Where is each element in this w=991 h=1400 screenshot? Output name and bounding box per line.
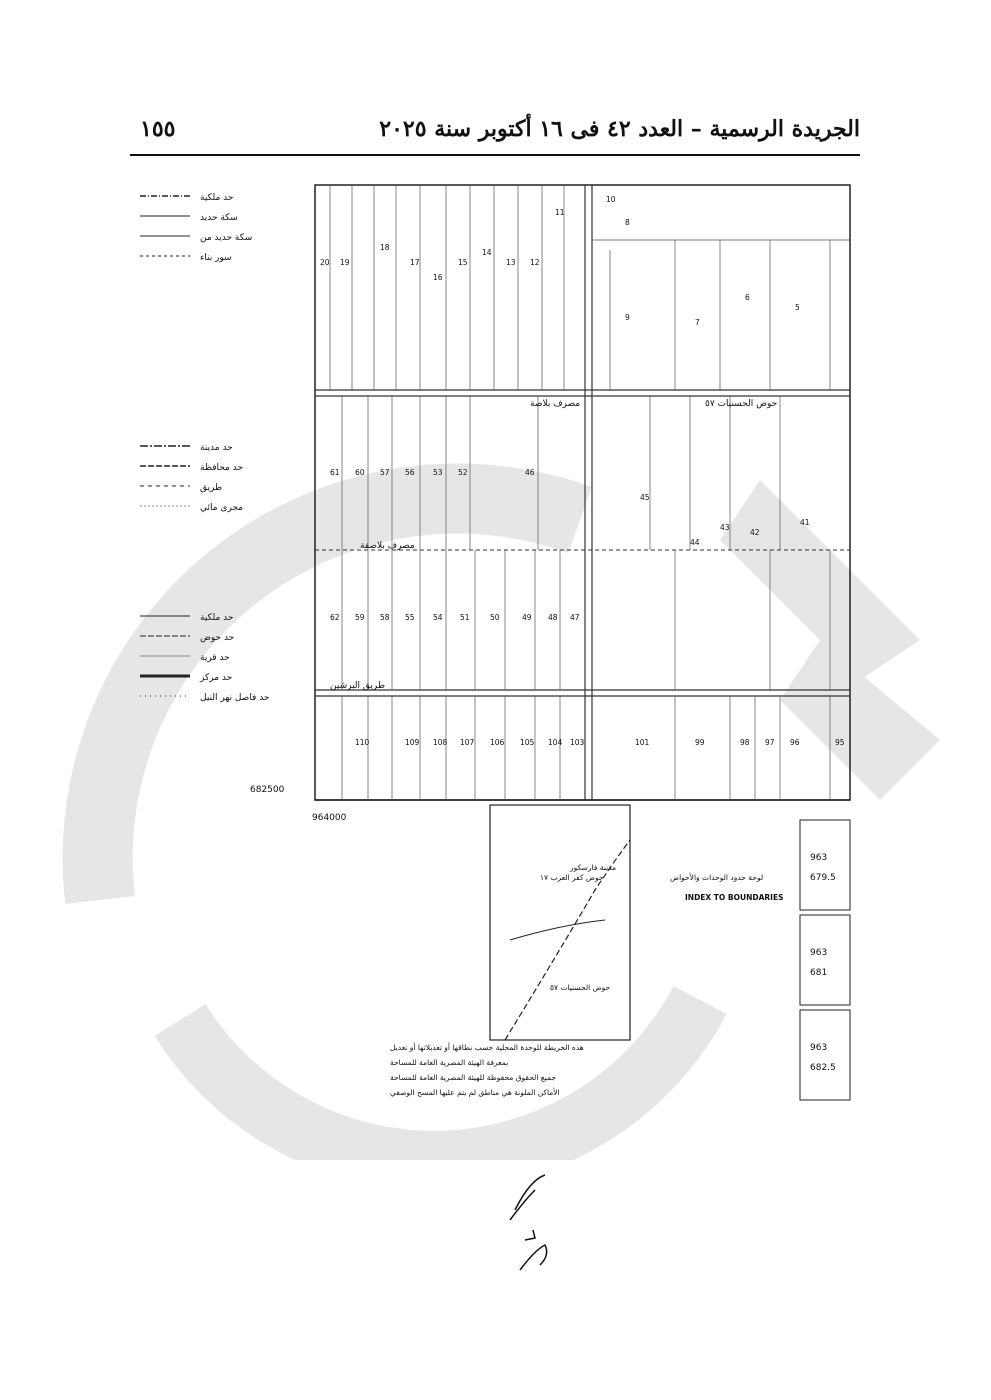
parcel-number: 95 — [835, 738, 845, 747]
legend-item: حد فاصل نهر النيل — [200, 693, 270, 703]
parcel-number: 18 — [380, 243, 390, 252]
parcel-number: 43 — [720, 523, 730, 532]
parcel-number: 60 — [355, 468, 365, 477]
parcel-number: 10 — [606, 195, 616, 204]
handwritten-signature — [505, 1170, 565, 1280]
parcel-number: 47 — [570, 613, 580, 622]
sheet-ref-top: 963 — [810, 1043, 828, 1053]
header-divider — [130, 154, 860, 156]
parcel-number: 17 — [410, 258, 420, 267]
legend-item: طريق — [200, 483, 223, 493]
parcel-number: 5 — [795, 303, 800, 312]
parcel-number: 44 — [690, 538, 700, 547]
parcel-number: 42 — [750, 528, 760, 537]
parcel-number: 52 — [458, 468, 468, 477]
sheet-ref-top: 963 — [810, 853, 828, 863]
road-label: طريق البرشين — [330, 681, 386, 691]
parcel-number: 9 — [625, 313, 630, 322]
parcel-number: 13 — [506, 258, 516, 267]
parcel-number: 53 — [433, 468, 443, 477]
index-title-ar: لوحة حدود الوحدات والأحواض — [670, 873, 764, 882]
parcel-number: 101 — [635, 738, 650, 747]
road-label: حوض الحسنيات ٥٧ — [705, 399, 778, 409]
parcel-number: 61 — [330, 468, 340, 477]
parcel-number: 57 — [380, 468, 390, 477]
coordinate-label: 682500 — [250, 785, 285, 795]
index-note: جميع الحقوق محفوظة للهيئة المصرية العامة للمساحة — [390, 1073, 557, 1082]
parcel-number: 103 — [570, 738, 585, 747]
index-box — [490, 805, 630, 1040]
parcel-number: 14 — [482, 248, 492, 257]
cadastral-map — [130, 180, 860, 1240]
parcel-number: 96 — [790, 738, 800, 747]
parcel-number: 16 — [433, 273, 443, 282]
sheet-ref-bottom: 682.5 — [810, 1063, 836, 1073]
parcel-number: 56 — [405, 468, 415, 477]
legend-item: حد مركز — [200, 673, 233, 683]
parcel-number: 110 — [355, 738, 370, 747]
index-label: حوض الحسنيات ٥٧ — [550, 983, 611, 992]
index-note: الأماكن الملونة هي مناطق لم يتم عليها المسح الوصفي — [390, 1088, 560, 1097]
parcel-number: 104 — [548, 738, 563, 747]
parcel-number: 59 — [355, 613, 365, 622]
legend-item: حد مدينة — [200, 443, 233, 453]
page-header — [130, 112, 860, 156]
legend-item: سكة حديد من — [200, 233, 253, 243]
parcel-number: 54 — [433, 613, 443, 622]
parcel-number: 8 — [625, 218, 630, 227]
parcel-number: 106 — [490, 738, 505, 747]
legend-item: سكة حديد — [200, 213, 238, 223]
parcel-number: 6 — [745, 293, 750, 302]
parcel-number: 98 — [740, 738, 750, 747]
parcel-number: 45 — [640, 493, 650, 502]
parcel-number: 55 — [405, 613, 415, 622]
page-number: ١٥٥ — [140, 116, 176, 142]
legend-item: مجرى مائي — [200, 503, 244, 513]
gazette-title: الجريدة الرسمية – العدد ٤٢ فى ١٦ أكتوبر سنة ٢٠٢٥ — [379, 116, 860, 142]
sheet-ref-bottom: 679.5 — [810, 873, 836, 883]
legend-item: حد محافظة — [200, 463, 244, 473]
parcel-number: 62 — [330, 613, 340, 622]
map-legend — [199, 193, 269, 703]
sheet-ref-top: 963 — [810, 948, 828, 958]
index-label: مدينة فارسكور — [570, 863, 617, 872]
index-note: بمعرفة الهيئة المصرية العامة للمساحة — [390, 1058, 509, 1067]
parcel-number: 99 — [695, 738, 705, 747]
parcel-number: 20 — [320, 258, 330, 267]
legend-item: حد حوض — [200, 633, 235, 643]
parcel-number: 41 — [800, 518, 810, 527]
legend-item: سور بناء — [200, 253, 232, 263]
legend-item: حد ملكية — [200, 613, 234, 623]
parcel-number: 11 — [555, 208, 565, 217]
parcel-number: 49 — [522, 613, 532, 622]
coordinate-label: 964000 — [312, 813, 347, 823]
parcel-number: 107 — [460, 738, 475, 747]
index-title-en: INDEX TO BOUNDARIES — [685, 893, 784, 902]
parcel-number: 12 — [530, 258, 540, 267]
parcel-number: 105 — [520, 738, 535, 747]
parcel-number: 97 — [765, 738, 775, 747]
parcel-number: 19 — [340, 258, 350, 267]
road-label: مصرف بلاصة — [530, 399, 581, 409]
parcel-number: 50 — [490, 613, 500, 622]
index-label: حوض كفر العرب ١٧ — [540, 873, 604, 882]
parcel-number: 58 — [380, 613, 390, 622]
parcel-number: 109 — [405, 738, 420, 747]
parcel-number: 51 — [460, 613, 470, 622]
legend-item: حد ملكية — [200, 193, 234, 203]
parcel-number: 7 — [695, 318, 700, 327]
index-note: هذه الخريطة للوحدة المحلية حسب نطاقها أو تعديلاتها أو تعديل — [390, 1043, 584, 1052]
parcel-number: 48 — [548, 613, 558, 622]
parcel-number: 46 — [525, 468, 535, 477]
parcel-number: 108 — [433, 738, 448, 747]
sheet-ref-bottom: 681 — [810, 968, 828, 978]
road-label: مصرف بلاصفة — [360, 541, 415, 551]
legend-item: حد قرية — [200, 653, 230, 663]
parcel-number: 15 — [458, 258, 468, 267]
